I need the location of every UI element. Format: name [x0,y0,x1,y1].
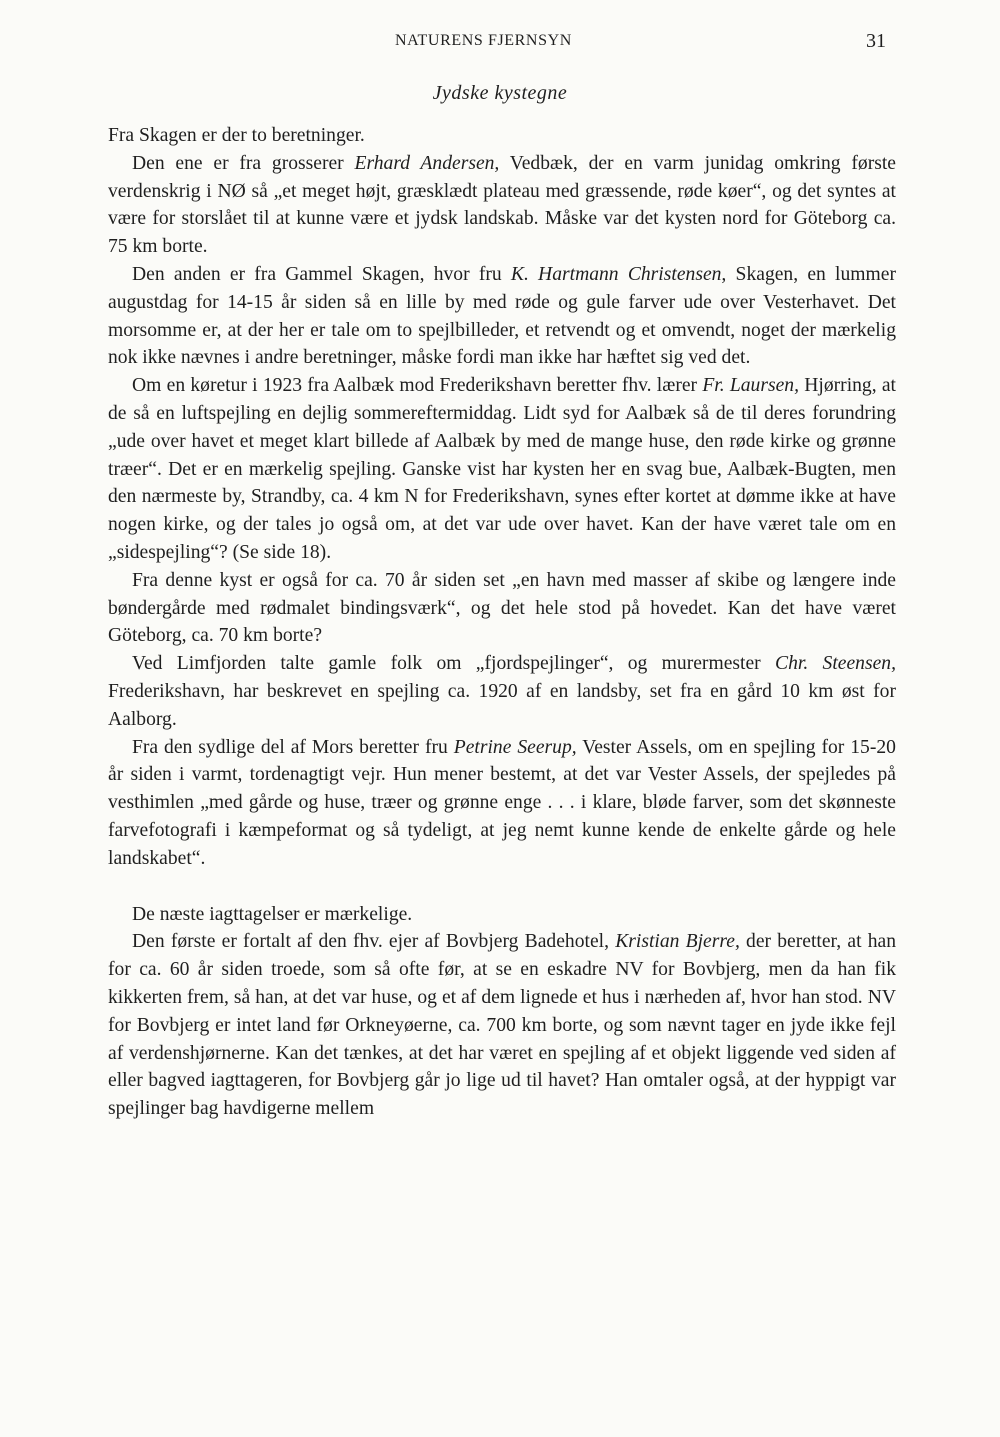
paragraph [108,734,896,873]
italic-name: Erhard Andersen, [354,152,500,174]
italic-name: K. Hartmann Christensen, [510,263,727,285]
text-run: Den anden er fra Gammel Skagen, hvor fru [132,263,511,285]
running-head [0,30,1000,54]
body-text [108,122,896,1123]
text-run: Vedbæk, der en varm junidag omkring første verdenskrig i NØ så „et meget højt, græsklædt plateau med græssende, røde køer“, og det syntes at være for storslået til at kunne være et jydsk landskab. Måske var det kysten nord for Göteborg ca. 75 km borte. [108,152,896,258]
text-run: Fra denne kyst er også for ca. 70 år siden set „en havn med masser af skibe og længere inde bøndergårde med rødmalet bindingsværk“, og det hele stod på hovedet. Kan det have været Göteborg, ca. 70 km borte? [108,569,896,647]
text-run: De næste iagttagelser er mærkelige. [132,903,413,925]
page-number: 31 [866,30,886,52]
italic-name: Fr. Laursen, [702,375,800,397]
paragraph [108,928,896,1123]
italic-name: Petrine Seerup, [453,736,577,758]
text-run: Ved Limfjorden talte gamle folk om „fjordspejlinger“, og murermester [132,653,775,675]
text-run: Den første er fortalt af den fhv. ejer af Bovbjerg Badehotel, [132,931,616,953]
paragraph [108,122,896,150]
text-run: der beretter, at han for ca. 60 år siden troede, som så ofte før, at se en eskadre NV for Bovbjerg, men da han fik kikkerten frem, så han, at det var huse, og et af dem lignede et hus i nærheden af, hvor han stod. NV for Bovbjerg er intet land før Orkneyøerne, ca. 700 km borte, og som nævnt tager en jyde ikke fejl af verdenshjørnerne. Kan det tænkes, at det har været en spejling af et objekt liggende ved siden af eller bagved iagttageren, for Bovbjerg går jo lige ud til havet? Han omtaler også, at der hyppigt var spejlinger bag havdigerne mellem [108,931,897,1120]
paragraph [108,650,896,733]
paragraph [108,261,896,372]
text-run: Fra Skagen er der to beretninger. [108,125,365,146]
text-run: Den ene er fra grosserer [132,152,355,174]
running-title: NATURENS FJERNSYN [395,32,572,49]
text-run: Vester Assels, om en spejling for 15-20 år siden i varmt, tordenagtigt vejr. Hun mener bestemt, at det var Vester Assels, der spejledes på vesthimlen „med gårde og huse, træer og grønne enge . . . i klare, bløde farver, som det skønneste farvefotografi i kæmpeformat og så tydeligt, at jeg nemt kunne kende de enkelte gårde og hele landskabet“. [108,736,896,869]
paragraph [108,372,896,567]
paragraph [108,150,896,261]
text-run: Fra den sydlige del af Mors beretter fru [132,736,454,758]
paragraph [108,901,896,929]
text-run: Om en køretur i 1923 fra Aalbæk mod Frederikshavn beretter fhv. lærer [132,375,703,397]
text-run: Hjørring, at de så en luftspejling en dejlig sommereftermiddag. Lidt syd for Aalbæk så de til deres forundring „ude over havet et meget klart billede af Aalbæk by med de mange huse, den røde kirke og grønne træer“. Det er en mærkelig spejling. Ganske vist har kysten her en svag bue, Aalbæk-Bugten, men den nærmeste by, Strandby, ca. 4 km N for Frederikshavn, synes efter kortet at dømme ikke at have nogen kirke, og der tales jo også om, at det var ude over havet. Kan der have været tale om en „sidespejling“? (Se side 18). [108,375,897,563]
italic-name: Kristian Bjerre, [615,931,740,953]
text-run: Skagen, en lummer augustdag for 14-15 år siden så en lille by med røde og gule farver ude over Vesterhavet. Det morsomme er, at der her er tale om to spejlbilleder, et retvendt og et omvendt, noget der mærkelig nok ikke nævnes i andre beretninger, måske fordi man ikke har hæftet sig ved det. [108,263,896,369]
paragraph [108,567,896,650]
text-run: Frederikshavn, har beskrevet en spejling ca. 1920 af en landsby, set fra en gård 10 km øst for Aalborg. [108,680,896,730]
italic-name: Chr. Steensen, [775,653,896,675]
section-heading: Jydske kystegne [432,82,568,104]
